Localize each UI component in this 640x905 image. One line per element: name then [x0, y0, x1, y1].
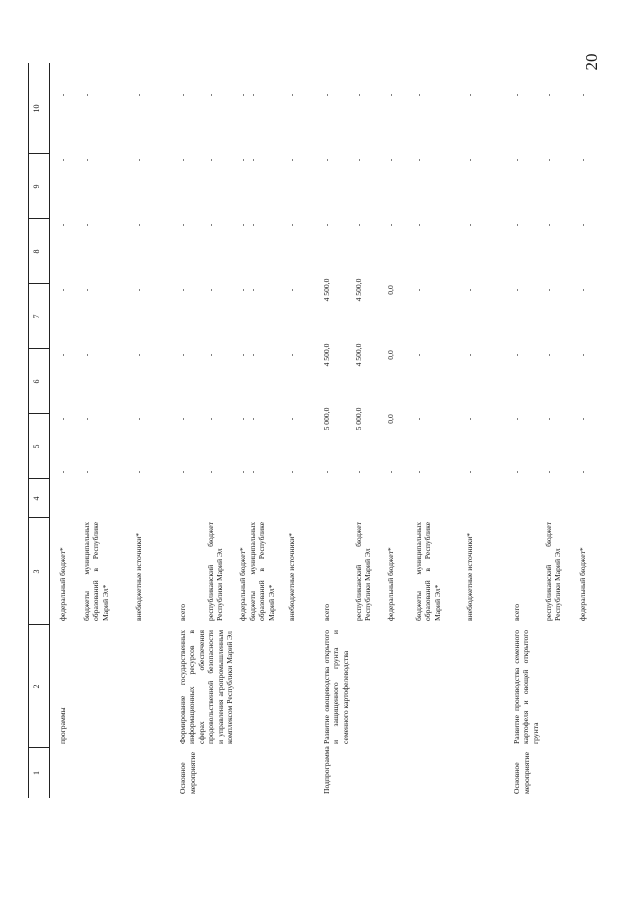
value-cell: -	[354, 223, 363, 227]
value-cell: -	[512, 158, 521, 162]
value-cell: -	[386, 158, 395, 162]
value-cell: -	[465, 353, 474, 357]
value-cell: -	[248, 223, 257, 227]
value-cell: -	[82, 288, 91, 292]
header-col-6: 6	[32, 379, 41, 384]
source-cell: внебюджетные источники*	[134, 532, 143, 621]
block-name: Развитие овощеводства открытого и защищенного грунта и семенного картофелеводства	[322, 630, 350, 744]
value-cell: -	[287, 93, 296, 97]
value-cell: -	[544, 223, 553, 227]
value-cell: -	[82, 417, 91, 421]
value-cell: -	[354, 158, 363, 162]
value-cell: -	[512, 353, 521, 357]
value-cell: 4 500,0	[322, 278, 331, 302]
source-cell: бюджеты муниципальных образований в Республике Марий Эл*	[82, 522, 110, 621]
value-cell: -	[206, 158, 215, 162]
header-divider	[28, 283, 49, 284]
source-cell: бюджеты муниципальных образований в Республике Марий Эл*	[414, 522, 442, 621]
value-cell: -	[578, 93, 587, 97]
header-col-2: 2	[32, 684, 41, 689]
value-cell: 5 000,0	[354, 407, 363, 431]
value-cell: -	[287, 158, 296, 162]
value-cell: -	[322, 470, 331, 474]
source-cell: республиканский бюджет Республики Марий Эл	[354, 522, 373, 621]
value-cell: -	[512, 93, 521, 97]
source-cell: федеральный бюджет*	[238, 547, 247, 621]
value-cell: -	[238, 223, 247, 227]
source-cell: федеральный бюджет*	[386, 547, 395, 621]
value-cell: -	[354, 93, 363, 97]
value-cell: -	[178, 353, 187, 357]
value-cell: -	[287, 288, 296, 292]
value-cell: -	[512, 417, 521, 421]
value-cell: -	[58, 93, 67, 97]
value-cell: -	[465, 470, 474, 474]
value-cell: -	[82, 353, 91, 357]
value-cell: -	[238, 158, 247, 162]
header-divider	[28, 747, 49, 748]
header-col-7: 7	[32, 314, 41, 319]
value-cell: -	[287, 353, 296, 357]
value-cell: -	[238, 288, 247, 292]
value-cell: -	[354, 470, 363, 474]
value-cell: -	[206, 93, 215, 97]
value-cell: 0,0	[386, 414, 395, 424]
header-col-8: 8	[32, 249, 41, 254]
value-cell: -	[544, 470, 553, 474]
header-divider	[28, 218, 49, 219]
value-cell: -	[386, 470, 395, 474]
value-cell: -	[386, 223, 395, 227]
value-cell: -	[248, 288, 257, 292]
header-col-9: 9	[32, 184, 41, 189]
value-cell: -	[544, 93, 553, 97]
header-divider	[28, 153, 49, 154]
source-cell: федеральный бюджет*	[58, 547, 67, 621]
value-cell: -	[178, 470, 187, 474]
value-cell: 4 500,0	[354, 278, 363, 302]
value-cell: -	[238, 93, 247, 97]
value-cell: -	[578, 417, 587, 421]
value-cell: -	[578, 353, 587, 357]
value-cell: -	[134, 223, 143, 227]
rotated-table	[20, 63, 620, 798]
header-divider	[28, 413, 49, 414]
header-bottom-border	[49, 63, 50, 798]
header-col-1: 1	[32, 771, 41, 775]
value-cell: -	[248, 158, 257, 162]
value-cell: -	[287, 223, 296, 227]
value-cell: -	[178, 93, 187, 97]
value-cell: -	[465, 158, 474, 162]
header-col-3: 3	[32, 569, 41, 574]
value-cell: -	[206, 470, 215, 474]
value-cell: 5 000,0	[322, 407, 331, 431]
header-divider	[28, 624, 49, 625]
value-cell: -	[414, 223, 423, 227]
value-cell: -	[206, 223, 215, 227]
value-cell: 4 500,0	[354, 343, 363, 367]
value-cell: -	[206, 288, 215, 292]
value-cell: -	[578, 470, 587, 474]
value-cell: -	[512, 288, 521, 292]
block-type-label: Основное мероприятие	[178, 752, 197, 794]
value-cell: -	[544, 417, 553, 421]
value-cell: -	[544, 158, 553, 162]
block-name: Формирование государственных информационных ресурсов в сферах обеспечения продовольственной безопасности и управления агропромышленным комплексом Республики Марий Эл	[178, 630, 235, 744]
value-cell: -	[287, 470, 296, 474]
source-cell: всего	[322, 603, 331, 621]
source-cell: бюджеты муниципальных образований в Республике Марий Эл*	[248, 522, 276, 621]
value-cell: -	[578, 223, 587, 227]
value-cell: -	[386, 93, 395, 97]
header-divider	[28, 348, 49, 349]
block-name: Развитие производства семенного картофеля и овощей открытого грунта	[512, 630, 540, 744]
value-cell: -	[414, 353, 423, 357]
value-cell: 0,0	[386, 285, 395, 295]
value-cell: -	[178, 417, 187, 421]
value-cell: 4 500,0	[322, 343, 331, 367]
header-divider	[28, 478, 49, 479]
value-cell: -	[414, 417, 423, 421]
value-cell: -	[414, 288, 423, 292]
value-cell: -	[134, 288, 143, 292]
value-cell: -	[58, 470, 67, 474]
value-cell: -	[58, 417, 67, 421]
value-cell: -	[512, 223, 521, 227]
value-cell: -	[58, 288, 67, 292]
block-type-label: Подпрограмма	[322, 746, 331, 794]
value-cell: -	[134, 158, 143, 162]
source-cell: республиканский бюджет Республики Марий Эл	[544, 522, 563, 621]
header-col-10: 10	[32, 104, 41, 113]
value-cell: -	[238, 353, 247, 357]
value-cell: -	[238, 417, 247, 421]
value-cell: -	[134, 470, 143, 474]
value-cell: -	[134, 417, 143, 421]
value-cell: -	[414, 470, 423, 474]
value-cell: -	[178, 158, 187, 162]
header-col-4: 4	[32, 496, 41, 501]
value-cell: -	[206, 353, 215, 357]
source-cell: всего	[512, 603, 521, 621]
continued-label: программы	[58, 707, 67, 744]
page-number: 20	[582, 53, 601, 71]
value-cell: -	[248, 93, 257, 97]
value-cell: -	[414, 158, 423, 162]
value-cell: -	[206, 417, 215, 421]
value-cell: -	[178, 223, 187, 227]
value-cell: -	[465, 223, 474, 227]
value-cell: -	[248, 353, 257, 357]
table-top-border	[28, 63, 29, 798]
value-cell: -	[578, 158, 587, 162]
value-cell: -	[322, 93, 331, 97]
value-cell: -	[238, 470, 247, 474]
source-cell: внебюджетные источники*	[465, 532, 474, 621]
value-cell: -	[287, 417, 296, 421]
value-cell: -	[512, 470, 521, 474]
value-cell: -	[134, 353, 143, 357]
value-cell: -	[82, 93, 91, 97]
value-cell: -	[544, 288, 553, 292]
value-cell: 0,0	[386, 350, 395, 360]
value-cell: -	[82, 470, 91, 474]
source-cell: федеральный бюджет*	[578, 547, 587, 621]
value-cell: -	[82, 158, 91, 162]
value-cell: -	[248, 470, 257, 474]
value-cell: -	[58, 353, 67, 357]
value-cell: -	[578, 288, 587, 292]
value-cell: -	[322, 158, 331, 162]
value-cell: -	[82, 223, 91, 227]
value-cell: -	[58, 223, 67, 227]
source-cell: всего	[178, 603, 187, 621]
value-cell: -	[134, 93, 143, 97]
value-cell: -	[58, 158, 67, 162]
source-cell: внебюджетные источники*	[287, 532, 296, 621]
value-cell: -	[322, 223, 331, 227]
value-cell: -	[465, 417, 474, 421]
header-col-5: 5	[32, 444, 41, 449]
header-divider	[28, 517, 49, 518]
value-cell: -	[414, 93, 423, 97]
value-cell: -	[465, 93, 474, 97]
value-cell: -	[248, 417, 257, 421]
value-cell: -	[544, 353, 553, 357]
value-cell: -	[178, 288, 187, 292]
source-cell: республиканский бюджет Республики Марий Эл	[206, 522, 225, 621]
block-type-label: Основное мероприятие	[512, 752, 531, 794]
value-cell: -	[465, 288, 474, 292]
